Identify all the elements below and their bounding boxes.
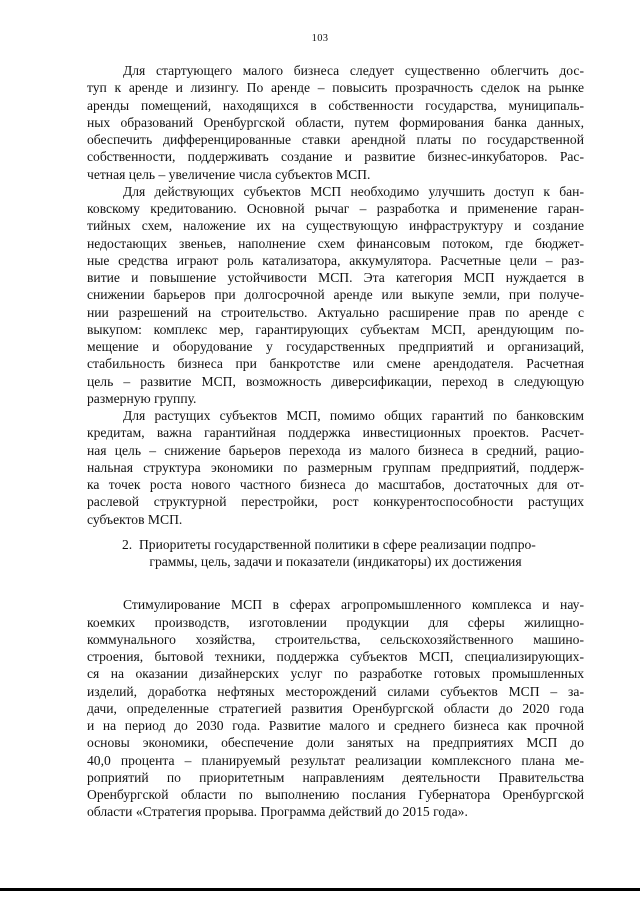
paragraph-line: 40,0 процента – планируемый результат реализации комплексного плана ме- <box>87 752 584 768</box>
paragraph-line: раслевой структурной перестройки, рост конкурентоспособности растущих <box>87 494 584 510</box>
paragraph-line: основы экономики, обеспечение доли занятых на предприятиях МСП до <box>87 735 584 751</box>
paragraph-line: туп к аренде и лизингу. По аренде – повысить прозрачность сделок на рынке <box>87 80 584 96</box>
section-heading-line: граммы, цель, задачи и показатели (индикаторы) их достижения <box>149 554 522 569</box>
paragraph-line: роприятий по приоритетным направлениям деятельности Правительства <box>87 769 584 785</box>
paragraph-line: снижении барьеров при долгосрочной аренде или выкупе земли, при получе- <box>87 287 584 303</box>
document-body <box>87 62 584 821</box>
paragraph-line: коммунального хозяйства, строительства, сельскохозяйственного машино- <box>87 631 584 647</box>
page-number: 103 <box>311 33 329 44</box>
paragraph-line: строения, бытовой техники, поддержка субъектов МСП, специализирующих- <box>87 649 584 664</box>
paragraph-line: недостающих звеньев, наполнение схем финансовым потоком, где бюджет- <box>87 235 584 251</box>
paragraph-line: ные средства играют роль катализатора, аккумулятора. Расчетные цели – раз- <box>87 252 584 268</box>
paragraph-startup-business <box>87 62 584 183</box>
paragraph-line: и на период до 2030 года. Развитие малого и среднего бизнеса как прочной <box>87 718 584 733</box>
paragraph-line: ка точек роста нового частного бизнеса до масштабов, достаточных для от- <box>87 477 584 492</box>
paragraph-line: Для стартующего малого бизнеса следует существенно облегчить дос- <box>123 63 584 78</box>
paragraph-stimulation <box>87 596 584 820</box>
paragraph-line: нальная структура экономики по размерным группам предприятий, поддерж- <box>87 459 584 475</box>
paragraph-line: размерную группу. <box>87 390 197 406</box>
paragraph-line: области «Стратегия прорыва. Программа действий до 2015 года». <box>87 804 468 820</box>
paragraph-line: субъектов МСП. <box>87 511 183 527</box>
section-heading-line: 2. Приоритеты государственной политики в сфере реализации подпро- <box>122 536 536 552</box>
paragraph-line: обеспечить дифференцированные ставки арендной платы по государственной <box>87 132 584 147</box>
paragraph-line: Стимулирование МСП в сферах агропромышленного комплекса и нау- <box>123 597 584 613</box>
paragraph-line: мещение и оборудование у государственных предприятий и организаций, <box>87 339 584 354</box>
paragraph-line: ных образований Оренбургской области, путем формирования банка данных, <box>87 114 584 130</box>
paragraph-line: кредитам, важна гарантийная поддержка инвестиционных проектов. Расчет- <box>87 425 584 441</box>
paragraph-line: ная цель – снижение барьеров перехода из малого бизнеса в средний, рацио- <box>87 442 584 458</box>
paragraph-active-subjects <box>87 183 584 407</box>
paragraph-line: собственности, поддерживать создание и развитие бизнес-инкубаторов. Рас- <box>87 149 584 165</box>
paragraph-line: стабильность бизнеса при банкротстве или смене арендодателя. Расчетная <box>87 356 584 372</box>
paragraph-line: аренды помещений, находящихся в собственности государства, муниципаль- <box>87 97 584 113</box>
paragraph-line: четная цель – увеличение числа субъектов МСП. <box>87 166 371 182</box>
paragraph-line: цель – развитие МСП, возможность диверсификации, переход в следующую <box>87 373 584 389</box>
section-heading <box>87 536 584 571</box>
paragraph-line: Для растущих субъектов МСП, помимо общих гарантий по банковским <box>123 408 584 423</box>
paragraph-growing-subjects <box>87 407 584 528</box>
paragraph-line: ся на оказании дизайнерских услуг по разработке готовых промышленных <box>87 666 584 682</box>
page-bottom-rule <box>0 888 640 891</box>
paragraph-line: изделий, доработка нефтяных месторождений силами субъектов МСП – за- <box>87 683 584 699</box>
paragraph-line: Для действующих субъектов МСП необходимо улучшить доступ к бан- <box>123 183 584 199</box>
paragraph-line: ковскому кредитованию. Основной рычаг – разработка и применение гаран- <box>87 201 584 216</box>
paragraph-line: тийных схем, наложение их на существующую инфраструктуру и создание <box>87 218 584 234</box>
paragraph-line: витие и повышение устойчивости МСП. Эта категория МСП нуждается в <box>87 270 584 285</box>
paragraph-line: выкупом: комплекс мер, гарантирующих субъектам МСП, арендующим по- <box>87 321 584 337</box>
paragraph-line: коемких производств, изготовлении продукции для сферы жилищно- <box>87 614 584 630</box>
paragraph-line: дачи, определенные стратегией развития Оренбургской области до 2020 года <box>87 700 584 716</box>
paragraph-line: Оренбургской области по выполнению послания Губернатора Оренбургской <box>87 787 584 802</box>
paragraph-line: нии разрешений на строительство. Актуально расширение прав по аренде с <box>87 304 584 320</box>
